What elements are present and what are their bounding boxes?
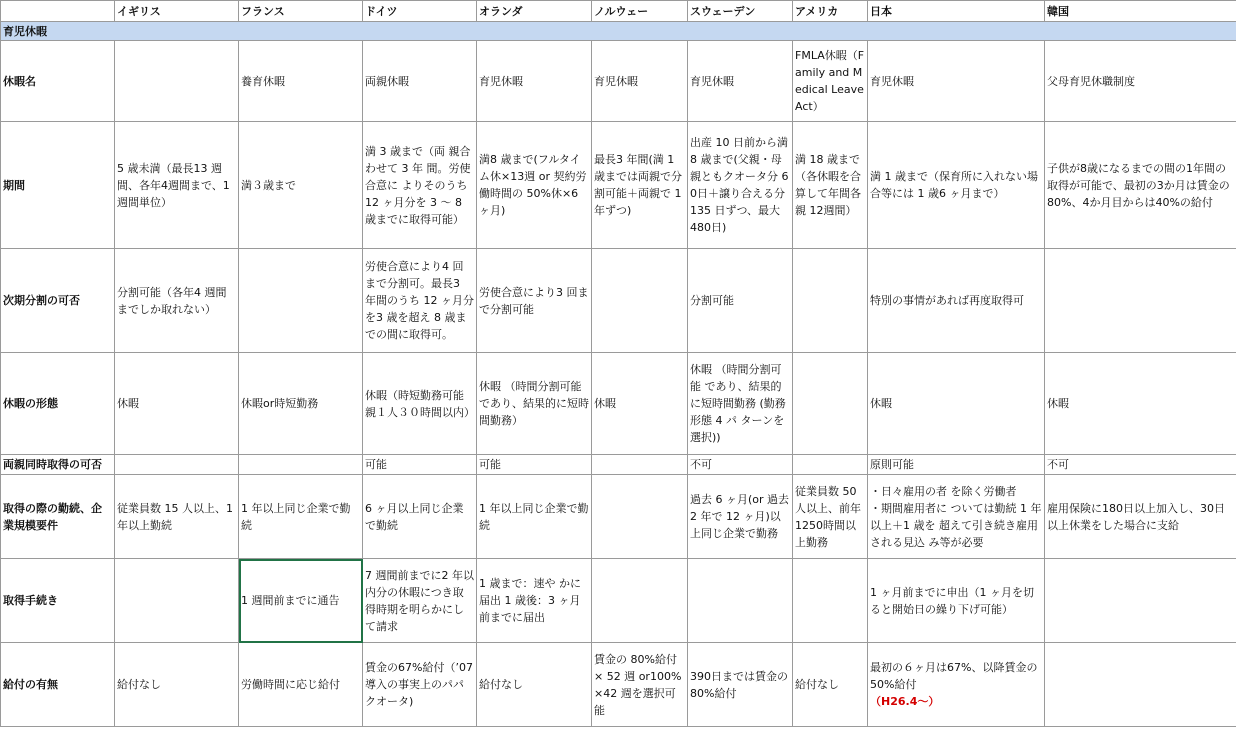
- row-period: [1, 122, 1236, 249]
- row-form: [1, 353, 1236, 455]
- cell-japan[interactable]: ・日々雇用の者 を除く労働者 ・期間雇用者に ついては勤続 1 年以上＋1 歳を 超えて引き続き雇用される見込 み等が必要: [868, 475, 1045, 559]
- cell-japan[interactable]: [868, 643, 1045, 727]
- cell-japan[interactable]: 1 ヶ月前までに申出（1 ヶ月を切ると開始日の繰り下げ可能）: [868, 559, 1045, 643]
- header-usa[interactable]: アメリカ: [793, 1, 868, 22]
- cell-france[interactable]: [239, 249, 363, 353]
- cell-korea[interactable]: 子供が8歳になるまでの間の1年間の取得が可能で、最初の3か月は賃金の80%、4か月目からは40%の給付: [1045, 122, 1236, 249]
- row-label[interactable]: 給付の有無: [1, 643, 115, 727]
- cell-netherlands[interactable]: 1 年以上同じ企業で勤続: [477, 475, 592, 559]
- row-simultaneous: [1, 455, 1236, 475]
- cell-usa[interactable]: [793, 455, 868, 475]
- row-label[interactable]: 期間: [1, 122, 115, 249]
- cell-netherlands[interactable]: 休暇 （時間分割可能 であり、結果的に短時間勤務）: [477, 353, 592, 455]
- section-title[interactable]: 育児休暇: [1, 22, 1236, 41]
- cell-japan[interactable]: 育児休暇: [868, 41, 1045, 122]
- cell-sweden[interactable]: 過去 6 ヶ月(or 過去 2 年で 12 ヶ月)以上同じ企業で勤務: [688, 475, 793, 559]
- cell-norway[interactable]: [592, 475, 688, 559]
- cell-korea[interactable]: 雇用保険に180日以上加入し、30日以上休業をした場合に支給: [1045, 475, 1236, 559]
- row-split: [1, 249, 1236, 353]
- row-requirements: [1, 475, 1236, 559]
- cell-france[interactable]: 養育休暇: [239, 41, 363, 122]
- row-label[interactable]: 休暇名: [1, 41, 115, 122]
- cell-sweden[interactable]: 分割可能: [688, 249, 793, 353]
- cell-netherlands[interactable]: 給付なし: [477, 643, 592, 727]
- cell-usa[interactable]: [793, 353, 868, 455]
- cell-norway[interactable]: 育児休暇: [592, 41, 688, 122]
- cell-sweden[interactable]: 不可: [688, 455, 793, 475]
- header-japan[interactable]: 日本: [868, 1, 1045, 22]
- cell-korea[interactable]: [1045, 559, 1236, 643]
- cell-sweden[interactable]: [688, 559, 793, 643]
- cell-korea[interactable]: [1045, 249, 1236, 353]
- cell-germany[interactable]: 労使合意により4 回まで分割可。最長3 年間のうち 12 ヶ月分を3 歳を超え 8 歳までの間に取得可。: [363, 249, 477, 353]
- cell-norway[interactable]: [592, 249, 688, 353]
- cell-korea[interactable]: 不可: [1045, 455, 1236, 475]
- japan-benefit-note: （H26.4～）: [870, 695, 940, 708]
- row-procedure: [1, 559, 1236, 643]
- cell-france[interactable]: [239, 455, 363, 475]
- cell-netherlands[interactable]: 満8 歳まで(フルタイム休×13週 or 契約労働時間の 50%休×6 ヶ月): [477, 122, 592, 249]
- cell-sweden[interactable]: 育児休暇: [688, 41, 793, 122]
- row-benefit: [1, 643, 1236, 727]
- cell-sweden[interactable]: 出産 10 日前から満8 歳まで(父親・母親ともクオータ分 60日＋譲り合える分 135 日ずつ、最大 480日): [688, 122, 793, 249]
- cell-uk[interactable]: [115, 559, 239, 643]
- cell-uk[interactable]: 休暇: [115, 353, 239, 455]
- cell-uk[interactable]: 分割可能（各年4 週間までしか取れない）: [115, 249, 239, 353]
- cell-japan[interactable]: 特別の事情があれば再度取得可: [868, 249, 1045, 353]
- cell-korea[interactable]: 休暇: [1045, 353, 1236, 455]
- cell-germany[interactable]: 賃金の67%給付（’07 導入の事実上のパパクオータ): [363, 643, 477, 727]
- row-label[interactable]: 休暇の形態: [1, 353, 115, 455]
- header-germany[interactable]: ドイツ: [363, 1, 477, 22]
- header-uk[interactable]: イギリス: [115, 1, 239, 22]
- cell-korea[interactable]: [1045, 643, 1236, 727]
- cell-korea[interactable]: 父母育児休職制度: [1045, 41, 1236, 122]
- cell-france[interactable]: 休暇or時短勤務: [239, 353, 363, 455]
- cell-norway[interactable]: 休暇: [592, 353, 688, 455]
- cell-japan[interactable]: 満 1 歳まで（保育所に入れない場合等には 1 歳6 ヶ月まで）: [868, 122, 1045, 249]
- cell-uk[interactable]: 5 歳未満（最長13 週間、各年4週間まで、1 週間単位）: [115, 122, 239, 249]
- cell-netherlands[interactable]: 可能: [477, 455, 592, 475]
- header-row: [1, 1, 1236, 22]
- cell-france[interactable]: 満３歳まで: [239, 122, 363, 249]
- row-label[interactable]: 次期分割の可否: [1, 249, 115, 353]
- cell-netherlands[interactable]: 育児休暇: [477, 41, 592, 122]
- cell-uk[interactable]: [115, 41, 239, 122]
- cell-germany[interactable]: 休暇（時短勤務可能 親１人３０時間以内）: [363, 353, 477, 455]
- cell-usa[interactable]: [793, 249, 868, 353]
- cell-germany[interactable]: 可能: [363, 455, 477, 475]
- row-label[interactable]: 両親同時取得の可否: [1, 455, 115, 475]
- header-france[interactable]: フランス: [239, 1, 363, 22]
- row-label[interactable]: 取得の際の勤続、企業規模要件: [1, 475, 115, 559]
- japan-benefit-text: 最初の６ヶ月は67%、以降賃金の50%給付: [870, 661, 1038, 691]
- cell-norway[interactable]: [592, 559, 688, 643]
- cell-usa[interactable]: 給付なし: [793, 643, 868, 727]
- cell-germany[interactable]: 7 週間前までに2 年以内分の休暇につき取得時期を明らかにして請求: [363, 559, 477, 643]
- section-row: [1, 22, 1236, 41]
- cell-norway[interactable]: [592, 455, 688, 475]
- cell-uk[interactable]: 給付なし: [115, 643, 239, 727]
- cell-sweden[interactable]: 390日までは賃金の80%給付: [688, 643, 793, 727]
- cell-usa[interactable]: [793, 559, 868, 643]
- cell-usa[interactable]: 満 18 歳まで（各休暇を合算して年間各親 12週間）: [793, 122, 868, 249]
- cell-uk[interactable]: 従業員数 15 人以上、1 年以上勤続: [115, 475, 239, 559]
- cell-netherlands[interactable]: 労使合意により3 回まで分割可能: [477, 249, 592, 353]
- cell-usa[interactable]: FMLA休暇（Family and Medical Leave Act）: [793, 41, 868, 122]
- header-norway[interactable]: ノルウェー: [592, 1, 688, 22]
- header-corner[interactable]: [1, 1, 115, 22]
- cell-germany[interactable]: 満 3 歳まで（両 親合わせて 3 年 間。労使合意に よりそのうち 12 ヶ月分を 3 ～ 8 歳までに取得可能）: [363, 122, 477, 249]
- cell-germany[interactable]: 両親休暇: [363, 41, 477, 122]
- header-sweden[interactable]: スウェーデン: [688, 1, 793, 22]
- cell-japan[interactable]: 原則可能: [868, 455, 1045, 475]
- cell-norway[interactable]: 賃金の 80%給付 × 52 週 or100%×42 週を選択可能: [592, 643, 688, 727]
- cell-netherlands[interactable]: 1 歳まで：速や かに届出 1 歳後：3 ヶ月前までに届出: [477, 559, 592, 643]
- cell-japan[interactable]: 休暇: [868, 353, 1045, 455]
- row-leave-name: [1, 41, 1236, 122]
- cell-norway[interactable]: 最長3 年間(満 1 歳までは両親で分割可能＋両親で 1 年ずつ): [592, 122, 688, 249]
- cell-germany[interactable]: 6 ヶ月以上同じ企業で勤続: [363, 475, 477, 559]
- cell-uk[interactable]: [115, 455, 239, 475]
- row-label[interactable]: 取得手続き: [1, 559, 115, 643]
- cell-france[interactable]: 労働時間に応じ給付: [239, 643, 363, 727]
- cell-usa[interactable]: 従業員数 50 人以上、前年 1250時間以上勤務: [793, 475, 868, 559]
- cell-france-selected[interactable]: 1 週間前までに通告: [239, 559, 363, 643]
- cell-france[interactable]: 1 年以上同じ企業で勤続: [239, 475, 363, 559]
- cell-sweden[interactable]: 休暇 （時間分割可能 であり、結果的に短時間勤務 (勤務形態 4 パ ターンを選択)): [688, 353, 793, 455]
- header-netherlands[interactable]: オランダ: [477, 1, 592, 22]
- header-korea[interactable]: 韓国: [1045, 1, 1236, 22]
